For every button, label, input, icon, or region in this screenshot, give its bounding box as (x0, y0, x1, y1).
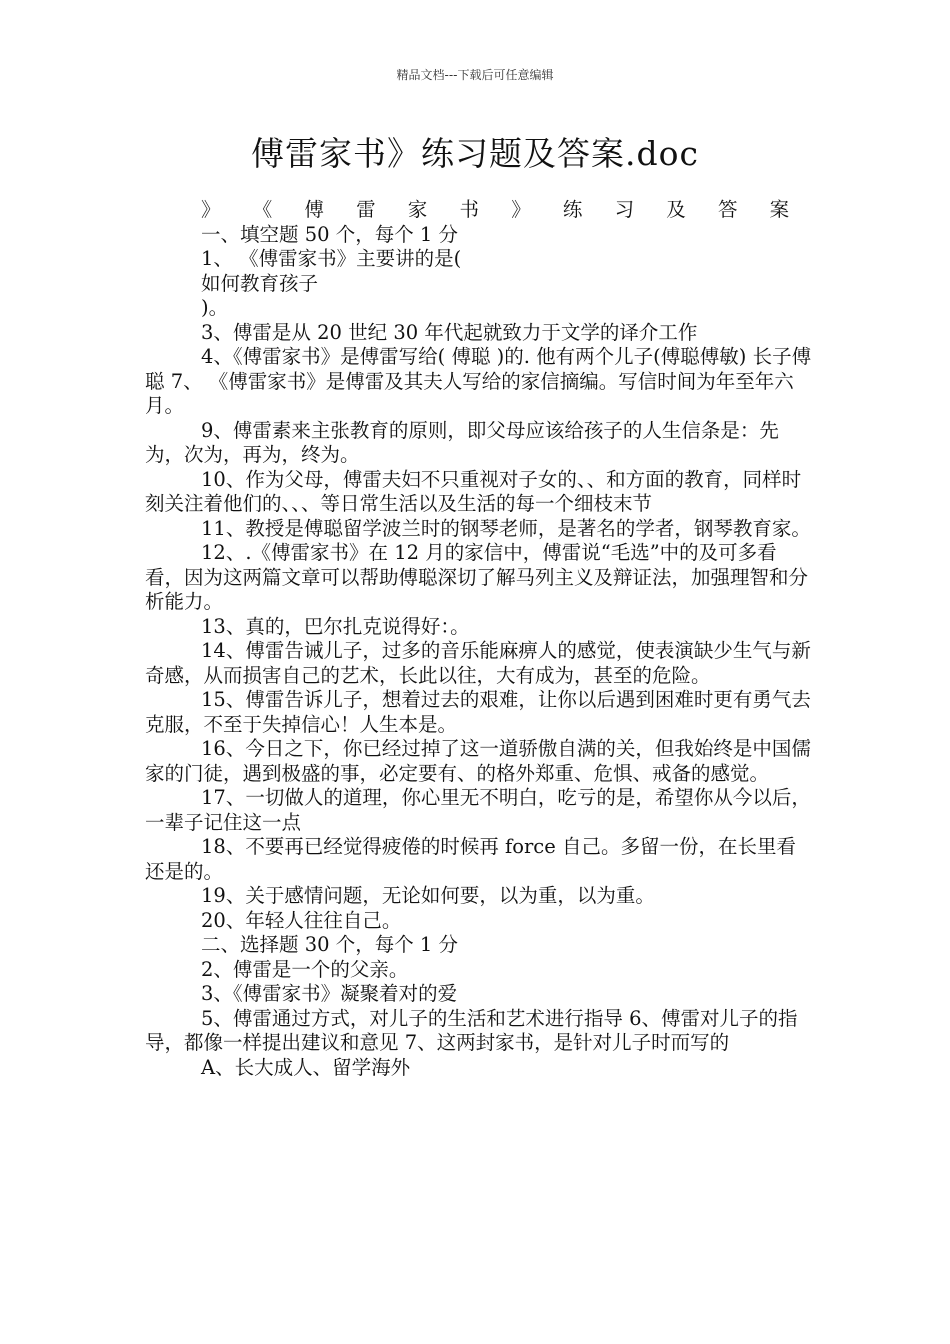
paragraph: 》 《 傅 雷 家 书 》 练 习 及 答 案 (201, 198, 803, 221)
paragraph: 19、关于感情问题，无论如何要，以为重，以为重。 (201, 884, 655, 907)
page-header: 精品文档---下载后可任意编辑 (396, 68, 554, 82)
paragraph: 16、今日之下，你已经过掉了这一道骄傲自满的关，但我始终是中国儒家的门徒，遇到极盛的事，必定要有、的格外郑重、危惧、戒备的感觉。 (145, 737, 811, 785)
paragraph: 二、选择题 30 个，每个 1 分 (201, 933, 459, 956)
paragraph: 15、傅雷告诉儿子，想着过去的艰难，让你以后遇到困难时更有勇气去克服，不至于失掉信心！人生本是。 (145, 688, 811, 736)
document-body (145, 198, 815, 1080)
paragraph: 14、傅雷告诫儿子，过多的音乐能麻痹人的感觉，使表演缺少生气与新奇感，从而损害自己的艺术，长此以往，大有成为，甚至的危险。 (145, 639, 811, 687)
paragraph: 如何教育孩子 (201, 271, 319, 295)
paragraph: 9、傅雷素来主张教育的原则，即父母应该给孩子的人生信条是：先为，次为，再为，终为。 (145, 418, 779, 466)
paragraph: 11、教授是傅聪留学波兰时的钢琴老师，是著名的学者，钢琴教育家。 (201, 516, 811, 540)
paragraph: 3、傅雷是从 20 世纪 30 年代起就致力于文学的译介工作 (201, 320, 698, 344)
paragraph: 17、一切做人的道理，你心里无不明白，吃亏的是，希望你从今以后，一辈子记住这一点 (145, 786, 811, 834)
paragraph: 1、 《傅雷家书》主要讲的是( (201, 247, 462, 270)
paragraph: 18、不要再已经觉得疲倦的时候再 force 自己。多留一份，在长里看还是的。 (145, 835, 796, 883)
paragraph: 5、傅雷通过方式，对儿子的生活和艺术进行指导 6、傅雷对儿子的指导，都像一样提出建议和意见 7、这两封家书，是针对儿子时而写的 (145, 1006, 798, 1054)
paragraph: 4、《傅雷家书》是傅雷写给( 傅聪 )的. 他有两个儿子(傅聪傅敏) 长子傅聪 7、 《傅雷家书》是傅雷及其夫人写给的家信摘编。写信时间为年至年六月。 (145, 345, 812, 417)
paragraph: 一、填空题 50 个，每个 1 分 (201, 222, 459, 246)
paragraph: 20、年轻人往往自己。 (201, 908, 402, 932)
paragraph: )。 (201, 296, 229, 319)
paragraph: 12、.《傅雷家书》在 12 月的家信中，傅雷说“毛选”中的及可多看看，因为这两篇文章可以帮助傅聪深切了解马列主义及辩证法，加强理智和分析能力。 (145, 541, 809, 613)
paragraph: 10、作为父母，傅雷夫妇不只重视对子女的、、和方面的教育，同样时刻关注着他们的、、、等日常生活以及生活的每一个细枝末节 (145, 467, 802, 515)
paragraph: 3、《傅雷家书》凝聚着对的爱 (201, 982, 458, 1005)
paragraph: 2、傅雷是一个的父亲。 (201, 957, 409, 981)
document-title: 傅雷家书》练习题及答案.doc (251, 134, 699, 173)
paragraph: 13、真的，巴尔扎克说得好：。 (201, 614, 470, 638)
paragraph: A、长大成人、留学海外 (201, 1055, 411, 1079)
